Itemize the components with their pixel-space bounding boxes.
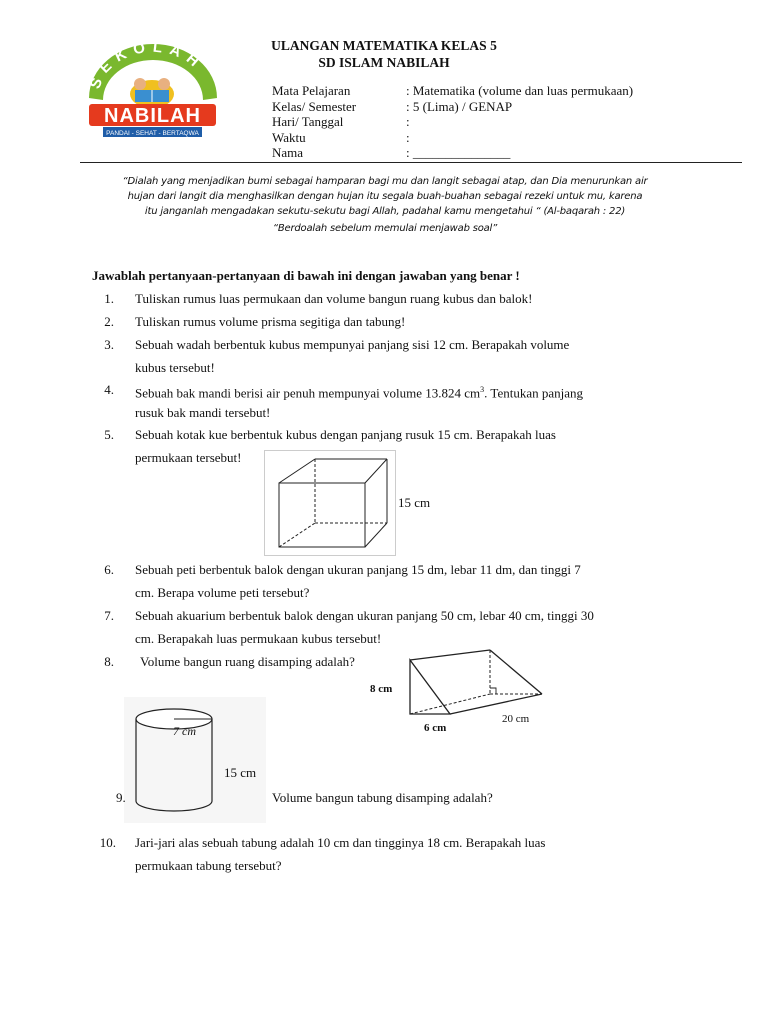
question-text: Sebuah akuarium berbentuk balok dengan ukuran panjang 50 cm, lebar 40 cm, tinggi 30 bbox=[135, 608, 594, 623]
info-value: : _______________ bbox=[406, 145, 511, 160]
info-value: : 5 (Lima) / GENAP bbox=[406, 98, 513, 114]
question-number: 9. bbox=[116, 790, 126, 805]
cylinder-height-label: 15 cm bbox=[224, 765, 257, 780]
prism-height-label: 8 cm bbox=[370, 683, 393, 695]
prism-drawing bbox=[368, 644, 548, 740]
question-4 bbox=[92, 379, 712, 424]
instructions: Jawablah pertanyaan-pertanyaan di bawah ini dengan jawaban yang benar ! bbox=[92, 268, 520, 283]
question-number: 6. bbox=[104, 562, 114, 577]
question-text: Sebuah peti berbentuk balok dengan ukuran panjang 15 dm, lebar 11 dm, dan tinggi 7 bbox=[135, 562, 581, 577]
prism-base-label: 6 cm bbox=[424, 722, 447, 734]
question-number: 8. bbox=[104, 654, 114, 669]
info-row bbox=[272, 99, 712, 115]
cylinder-radius-label: 7 cm bbox=[173, 724, 196, 738]
question-3 bbox=[92, 334, 712, 379]
header-divider bbox=[80, 162, 742, 163]
question-text: rusuk bak mandi tersebut! bbox=[135, 404, 271, 420]
question-text: Sebuah kotak kue berbentuk kubus dengan panjang rusuk 15 cm. Berapakah luas bbox=[135, 427, 556, 442]
cube-side-label: 15 cm bbox=[398, 495, 431, 510]
info-label: Nama bbox=[272, 145, 304, 160]
info-label: Kelas/ Semester bbox=[272, 98, 357, 114]
question-2 bbox=[92, 311, 712, 334]
prayer-note: “Berdoalah sebelum memulai menjawab soal” bbox=[272, 223, 498, 234]
info-value: : bbox=[406, 129, 410, 145]
quote-line-3: itu janganlah mengadakan sekutu-sekutu bagi Allah, padahal kamu mengetahui “ (Al-baqarah : 22) bbox=[144, 206, 626, 217]
question-number: 5. bbox=[104, 427, 114, 442]
quote-line-1: “Dialah yang menjadikan bumi sebagai hamparan bagi mu dan langit sebagai atap, dan Dia menurunkan air bbox=[122, 176, 648, 187]
info-row bbox=[272, 130, 712, 146]
question-number: 3. bbox=[104, 337, 114, 352]
info-row bbox=[272, 83, 712, 99]
question-text-part: . Tentukan panjang bbox=[484, 385, 584, 401]
info-label: Mata Pelajaran bbox=[272, 83, 351, 98]
info-row bbox=[272, 145, 712, 161]
exam-info-table bbox=[272, 83, 712, 161]
info-label: Waktu bbox=[272, 129, 306, 145]
question-text: Volume bangun tabung disamping adalah? bbox=[272, 790, 493, 805]
question-text: Tuliskan rumus luas permukaan dan volume bangun ruang kubus dan balok! bbox=[135, 291, 533, 306]
question-number: 7. bbox=[104, 608, 114, 623]
question-6 bbox=[92, 559, 712, 604]
question-text: Jari-jari alas sebuah tabung adalah 10 cm dan tingginya 18 cm. Berapakah luas bbox=[135, 835, 546, 850]
question-text-part: Sebuah bak mandi berisi air penuh mempunyai volume 13.824 cm bbox=[135, 385, 481, 401]
info-value: : bbox=[406, 114, 410, 129]
logo-arc-text: SEKOLAH bbox=[86, 44, 208, 92]
cube-figure bbox=[264, 450, 396, 556]
question-text: Tuliskan rumus volume prisma segitiga dan tabung! bbox=[135, 314, 406, 329]
question-8 bbox=[92, 651, 412, 674]
prism-length-label: 20 cm bbox=[502, 713, 530, 725]
question-text: kubus tersebut! bbox=[135, 359, 215, 375]
question-10 bbox=[92, 832, 712, 877]
question-text: Sebuah wadah berbentuk kubus mempunyai panjang sisi 12 cm. Berapakah volume bbox=[135, 337, 570, 352]
logo-tagline: PANDAI - SEHAT - BERTAQWA bbox=[106, 130, 199, 137]
question-number: 4. bbox=[104, 382, 114, 397]
title-line-2: SD ISLAM NABILAH bbox=[318, 55, 450, 70]
quran-quote bbox=[80, 174, 690, 219]
question-number: 1. bbox=[104, 291, 114, 306]
title-line-1: ULANGAN MATEMATIKA KELAS 5 bbox=[271, 38, 497, 53]
info-label: Hari/ Tanggal bbox=[272, 114, 344, 129]
question-9 bbox=[92, 787, 712, 810]
question-5 bbox=[92, 424, 712, 469]
prism-figure bbox=[368, 644, 548, 740]
question-text: Volume bangun ruang disamping adalah? bbox=[140, 654, 355, 669]
question-text: permukaan tersebut! bbox=[135, 449, 242, 465]
page-title bbox=[200, 38, 568, 71]
info-row bbox=[272, 114, 712, 130]
question-number: 10. bbox=[99, 835, 116, 850]
logo-name: NABILAH bbox=[104, 105, 201, 127]
question-number: 2. bbox=[104, 314, 114, 329]
info-value: : Matematika (volume dan luas permukaan) bbox=[406, 83, 634, 98]
cube-drawing bbox=[265, 451, 395, 555]
question-1 bbox=[92, 288, 712, 311]
question-text: cm. Berapa volume peti tersebut? bbox=[135, 584, 310, 600]
question-text: cm. Berapakah luas permukaan kubus tersebut! bbox=[135, 630, 382, 646]
quote-line-2: hujan dari langit dia menghasilkan dengan hujan itu segala buah-buahan sebagai rezeki untuk mu, karena bbox=[127, 191, 643, 202]
superscript: 3 bbox=[480, 385, 485, 394]
question-text: permukaan tabung tersebut? bbox=[135, 857, 282, 873]
